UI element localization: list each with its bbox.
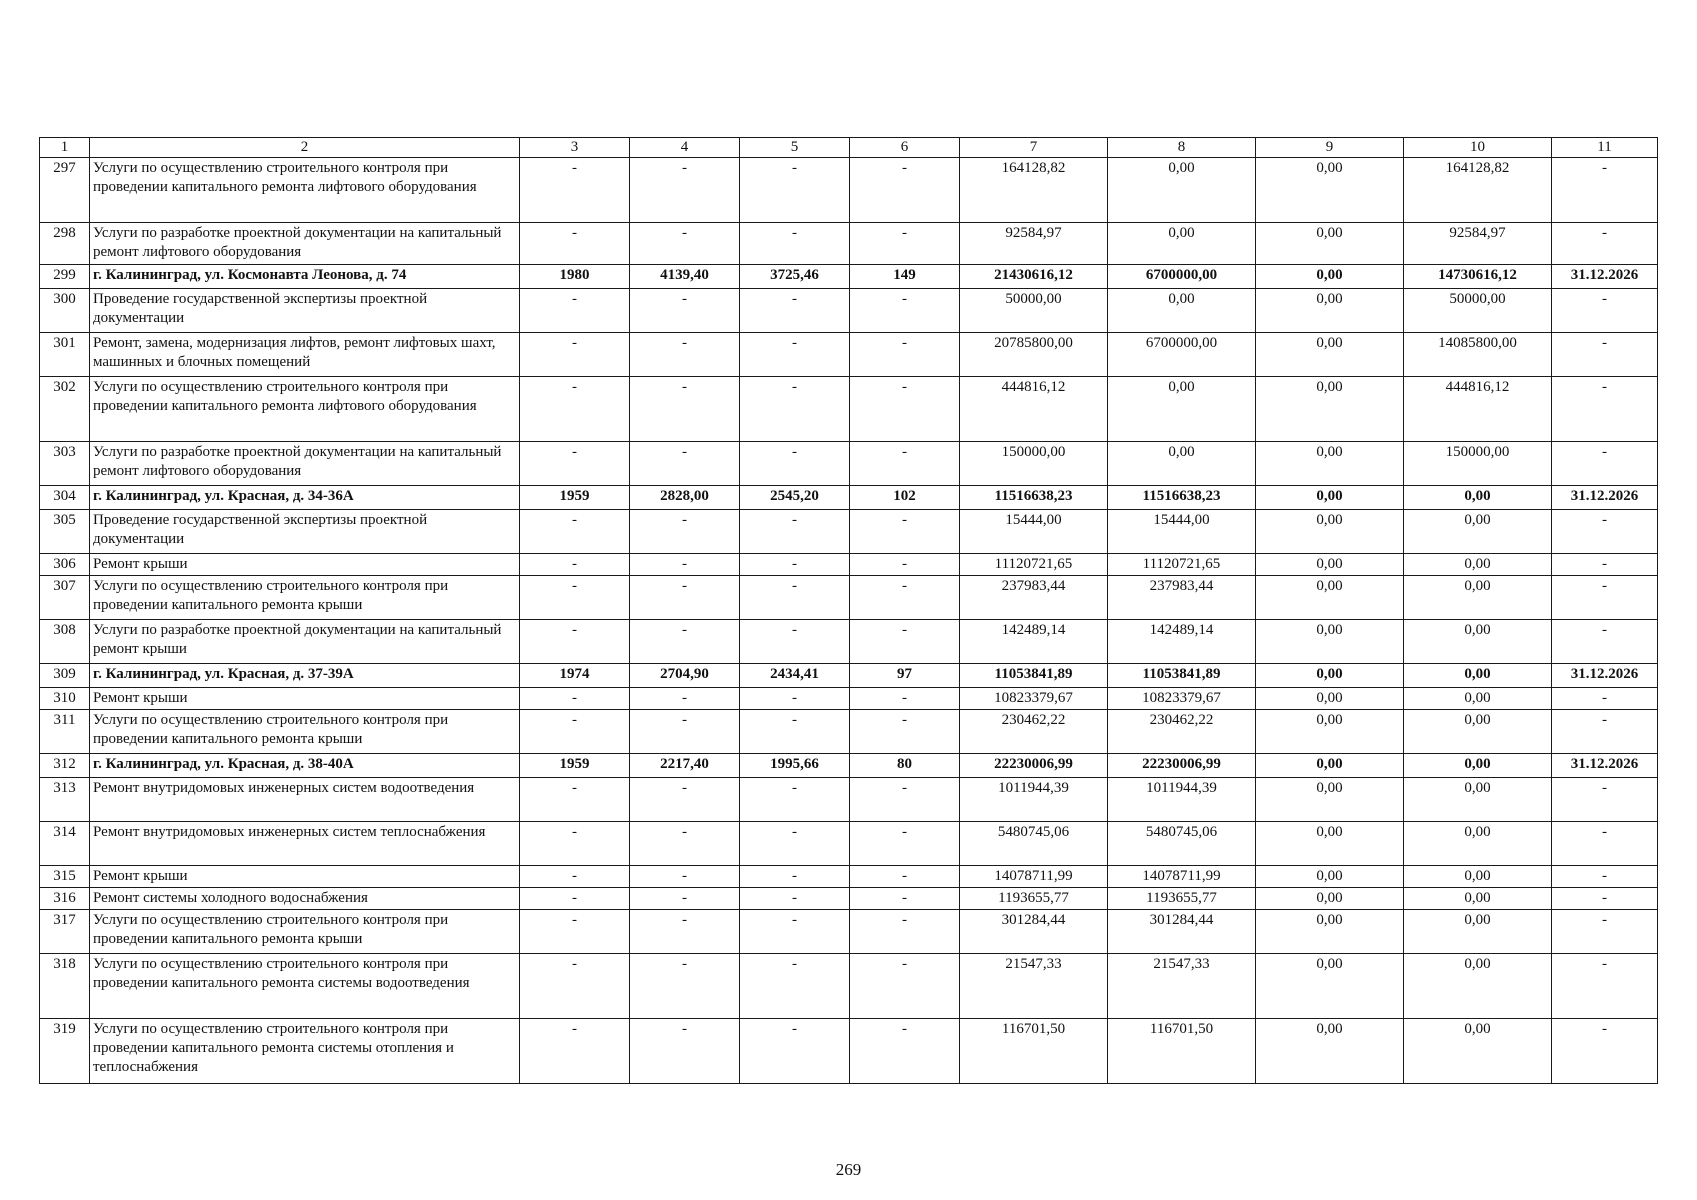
row-number: 300 <box>40 289 90 333</box>
completion-date: 31.12.2026 <box>1552 486 1658 510</box>
address-row <box>40 265 1658 289</box>
build-year: 1959 <box>520 754 630 778</box>
living-area: - <box>740 333 850 377</box>
completion-date: 31.12.2026 <box>1552 754 1658 778</box>
living-area: 1995,66 <box>740 754 850 778</box>
work-name: Ремонт внутридомовых инженерных систем водоотведения <box>90 778 520 822</box>
work-name: г. Калининград, ул. Красная, д. 37-39А <box>90 664 520 688</box>
total-cost: 116701,50 <box>960 1019 1108 1084</box>
cost-col-9: 0,00 <box>1256 265 1404 289</box>
residents-count: - <box>850 576 960 620</box>
cost-col-9: 0,00 <box>1256 377 1404 442</box>
living-area: - <box>740 688 850 710</box>
column-number-row <box>40 138 1658 158</box>
cost-col-9: 0,00 <box>1256 954 1404 1019</box>
total-cost: 22230006,99 <box>960 754 1108 778</box>
total-cost: 92584,97 <box>960 223 1108 265</box>
row-number: 307 <box>40 576 90 620</box>
completion-date: - <box>1552 822 1658 866</box>
work-name: Услуги по разработке проектной документации на капитальный ремонт лифтового оборудования <box>90 223 520 265</box>
cost-col-10: 150000,00 <box>1404 442 1552 486</box>
total-area: - <box>630 576 740 620</box>
cost-col-10: 0,00 <box>1404 664 1552 688</box>
cost-col-9: 0,00 <box>1256 710 1404 754</box>
total-cost: 10823379,67 <box>960 688 1108 710</box>
cost-col-9: 0,00 <box>1256 486 1404 510</box>
row-number: 319 <box>40 1019 90 1084</box>
residents-count: 80 <box>850 754 960 778</box>
living-area: 2434,41 <box>740 664 850 688</box>
completion-date: - <box>1552 620 1658 664</box>
residents-count: - <box>850 688 960 710</box>
total-cost: 142489,14 <box>960 620 1108 664</box>
column-header: 8 <box>1108 138 1256 158</box>
cost-col-8: 11516638,23 <box>1108 486 1256 510</box>
cost-col-10: 0,00 <box>1404 710 1552 754</box>
cost-col-9: 0,00 <box>1256 888 1404 910</box>
row-number: 315 <box>40 866 90 888</box>
row-number: 318 <box>40 954 90 1019</box>
build-year: - <box>520 377 630 442</box>
cost-col-8: 21547,33 <box>1108 954 1256 1019</box>
work-name: Ремонт внутридомовых инженерных систем теплоснабжения <box>90 822 520 866</box>
work-name: Услуги по разработке проектной документации на капитальный ремонт крыши <box>90 620 520 664</box>
total-cost: 21430616,12 <box>960 265 1108 289</box>
residents-count: - <box>850 442 960 486</box>
living-area: - <box>740 510 850 554</box>
work-row <box>40 510 1658 554</box>
column-header: 10 <box>1404 138 1552 158</box>
total-area: - <box>630 289 740 333</box>
completion-date: - <box>1552 554 1658 576</box>
completion-date: - <box>1552 866 1658 888</box>
living-area: - <box>740 223 850 265</box>
residents-count: - <box>850 289 960 333</box>
work-name: Услуги по осуществлению строительного контроля при проведении капитального ремонта системы отопления и теплоснабжения <box>90 1019 520 1084</box>
cost-col-9: 0,00 <box>1256 866 1404 888</box>
cost-col-10: 0,00 <box>1404 1019 1552 1084</box>
living-area: - <box>740 377 850 442</box>
completion-date: - <box>1552 778 1658 822</box>
work-name: Ремонт системы холодного водоснабжения <box>90 888 520 910</box>
build-year: - <box>520 710 630 754</box>
work-row <box>40 688 1658 710</box>
total-area: - <box>630 1019 740 1084</box>
total-cost: 11120721,65 <box>960 554 1108 576</box>
residents-count: - <box>850 910 960 954</box>
residents-count: - <box>850 778 960 822</box>
completion-date: - <box>1552 442 1658 486</box>
residents-count: - <box>850 866 960 888</box>
cost-col-8: 11120721,65 <box>1108 554 1256 576</box>
cost-col-9: 0,00 <box>1256 576 1404 620</box>
total-area: - <box>630 377 740 442</box>
address-row <box>40 486 1658 510</box>
completion-date: - <box>1552 954 1658 1019</box>
living-area: - <box>740 822 850 866</box>
living-area: - <box>740 910 850 954</box>
column-header: 11 <box>1552 138 1658 158</box>
completion-date: - <box>1552 688 1658 710</box>
total-area: - <box>630 620 740 664</box>
cost-col-10: 50000,00 <box>1404 289 1552 333</box>
row-number: 314 <box>40 822 90 866</box>
work-schedule-table <box>39 137 1658 1084</box>
work-name: г. Калининград, ул. Космонавта Леонова, д. 74 <box>90 265 520 289</box>
cost-col-9: 0,00 <box>1256 688 1404 710</box>
completion-date: - <box>1552 510 1658 554</box>
total-area: - <box>630 554 740 576</box>
cost-col-8: 5480745,06 <box>1108 822 1256 866</box>
completion-date: - <box>1552 223 1658 265</box>
residents-count: 149 <box>850 265 960 289</box>
row-number: 310 <box>40 688 90 710</box>
residents-count: - <box>850 620 960 664</box>
build-year: - <box>520 289 630 333</box>
cost-col-9: 0,00 <box>1256 754 1404 778</box>
residents-count: - <box>850 710 960 754</box>
living-area: - <box>740 954 850 1019</box>
build-year: - <box>520 688 630 710</box>
total-cost: 301284,44 <box>960 910 1108 954</box>
cost-col-8: 1011944,39 <box>1108 778 1256 822</box>
living-area: - <box>740 1019 850 1084</box>
total-area: 2217,40 <box>630 754 740 778</box>
work-name: г. Калининград, ул. Красная, д. 38-40А <box>90 754 520 778</box>
total-cost: 20785800,00 <box>960 333 1108 377</box>
residents-count: - <box>850 510 960 554</box>
living-area: - <box>740 289 850 333</box>
total-cost: 11053841,89 <box>960 664 1108 688</box>
cost-col-8: 301284,44 <box>1108 910 1256 954</box>
living-area: - <box>740 442 850 486</box>
total-area: - <box>630 333 740 377</box>
living-area: - <box>740 576 850 620</box>
work-name: Услуги по разработке проектной документации на капитальный ремонт лифтового оборудования <box>90 442 520 486</box>
total-cost: 150000,00 <box>960 442 1108 486</box>
total-area: - <box>630 688 740 710</box>
cost-col-8: 237983,44 <box>1108 576 1256 620</box>
cost-col-10: 0,00 <box>1404 576 1552 620</box>
completion-date: - <box>1552 576 1658 620</box>
cost-col-9: 0,00 <box>1256 333 1404 377</box>
row-number: 309 <box>40 664 90 688</box>
completion-date: - <box>1552 710 1658 754</box>
cost-col-9: 0,00 <box>1256 289 1404 333</box>
cost-col-10: 0,00 <box>1404 510 1552 554</box>
cost-col-8: 10823379,67 <box>1108 688 1256 710</box>
total-area: - <box>630 158 740 223</box>
row-number: 304 <box>40 486 90 510</box>
living-area: - <box>740 778 850 822</box>
total-area: 4139,40 <box>630 265 740 289</box>
build-year: - <box>520 1019 630 1084</box>
cost-col-8: 15444,00 <box>1108 510 1256 554</box>
cost-col-9: 0,00 <box>1256 1019 1404 1084</box>
work-row <box>40 289 1658 333</box>
build-year: - <box>520 158 630 223</box>
work-name: Проведение государственной экспертизы проектной документации <box>90 289 520 333</box>
total-area: - <box>630 954 740 1019</box>
total-cost: 15444,00 <box>960 510 1108 554</box>
residents-count: - <box>850 223 960 265</box>
cost-col-9: 0,00 <box>1256 910 1404 954</box>
cost-col-8: 22230006,99 <box>1108 754 1256 778</box>
residents-count: - <box>850 333 960 377</box>
work-row <box>40 158 1658 223</box>
cost-col-10: 0,00 <box>1404 486 1552 510</box>
cost-col-9: 0,00 <box>1256 778 1404 822</box>
living-area: - <box>740 158 850 223</box>
cost-col-9: 0,00 <box>1256 822 1404 866</box>
residents-count: - <box>850 822 960 866</box>
total-cost: 14078711,99 <box>960 866 1108 888</box>
living-area: - <box>740 888 850 910</box>
cost-col-8: 14078711,99 <box>1108 866 1256 888</box>
build-year: - <box>520 554 630 576</box>
total-area: 2704,90 <box>630 664 740 688</box>
row-number: 316 <box>40 888 90 910</box>
build-year: - <box>520 954 630 1019</box>
completion-date: - <box>1552 158 1658 223</box>
total-area: - <box>630 822 740 866</box>
total-area: - <box>630 442 740 486</box>
cost-col-8: 0,00 <box>1108 377 1256 442</box>
cost-col-10: 0,00 <box>1404 688 1552 710</box>
work-row <box>40 866 1658 888</box>
row-number: 317 <box>40 910 90 954</box>
residents-count: - <box>850 377 960 442</box>
cost-col-10: 0,00 <box>1404 754 1552 778</box>
work-name: Услуги по осуществлению строительного контроля при проведении капитального ремонта крыши <box>90 910 520 954</box>
total-area: - <box>630 888 740 910</box>
total-area: 2828,00 <box>630 486 740 510</box>
work-name: Услуги по осуществлению строительного контроля при проведении капитального ремонта крыши <box>90 576 520 620</box>
total-cost: 237983,44 <box>960 576 1108 620</box>
cost-col-10: 0,00 <box>1404 778 1552 822</box>
total-area: - <box>630 866 740 888</box>
build-year: - <box>520 888 630 910</box>
row-number: 306 <box>40 554 90 576</box>
residents-count: 102 <box>850 486 960 510</box>
cost-col-10: 0,00 <box>1404 554 1552 576</box>
living-area: - <box>740 710 850 754</box>
work-row <box>40 910 1658 954</box>
cost-col-10: 0,00 <box>1404 954 1552 1019</box>
completion-date: - <box>1552 1019 1658 1084</box>
cost-col-9: 0,00 <box>1256 442 1404 486</box>
total-cost: 444816,12 <box>960 377 1108 442</box>
cost-col-8: 6700000,00 <box>1108 333 1256 377</box>
work-row <box>40 223 1658 265</box>
total-cost: 1193655,77 <box>960 888 1108 910</box>
living-area: - <box>740 866 850 888</box>
cost-col-8: 142489,14 <box>1108 620 1256 664</box>
living-area: 3725,46 <box>740 265 850 289</box>
cost-col-10: 164128,82 <box>1404 158 1552 223</box>
cost-col-9: 0,00 <box>1256 158 1404 223</box>
work-name: Услуги по осуществлению строительного контроля при проведении капитального ремонта крыши <box>90 710 520 754</box>
completion-date: - <box>1552 377 1658 442</box>
cost-col-10: 0,00 <box>1404 888 1552 910</box>
row-number: 299 <box>40 265 90 289</box>
completion-date: - <box>1552 888 1658 910</box>
cost-col-10: 0,00 <box>1404 910 1552 954</box>
column-header: 2 <box>90 138 520 158</box>
total-cost: 164128,82 <box>960 158 1108 223</box>
cost-col-8: 0,00 <box>1108 442 1256 486</box>
row-number: 298 <box>40 223 90 265</box>
total-cost: 230462,22 <box>960 710 1108 754</box>
cost-col-10: 92584,97 <box>1404 223 1552 265</box>
build-year: 1959 <box>520 486 630 510</box>
cost-col-9: 0,00 <box>1256 620 1404 664</box>
work-row <box>40 822 1658 866</box>
column-header: 1 <box>40 138 90 158</box>
cost-col-10: 0,00 <box>1404 620 1552 664</box>
work-row <box>40 954 1658 1019</box>
completion-date: 31.12.2026 <box>1552 265 1658 289</box>
completion-date: - <box>1552 333 1658 377</box>
build-year: 1980 <box>520 265 630 289</box>
row-number: 302 <box>40 377 90 442</box>
work-row <box>40 333 1658 377</box>
completion-date: - <box>1552 910 1658 954</box>
work-row <box>40 576 1658 620</box>
row-number: 311 <box>40 710 90 754</box>
living-area: 2545,20 <box>740 486 850 510</box>
residents-count: - <box>850 158 960 223</box>
work-name: Проведение государственной экспертизы проектной документации <box>90 510 520 554</box>
cost-col-8: 230462,22 <box>1108 710 1256 754</box>
total-cost: 5480745,06 <box>960 822 1108 866</box>
build-year: - <box>520 910 630 954</box>
cost-col-9: 0,00 <box>1256 510 1404 554</box>
residents-count: - <box>850 554 960 576</box>
work-name: г. Калининград, ул. Красная, д. 34-36А <box>90 486 520 510</box>
total-cost: 50000,00 <box>960 289 1108 333</box>
cost-col-8: 1193655,77 <box>1108 888 1256 910</box>
work-row <box>40 377 1658 442</box>
cost-col-8: 116701,50 <box>1108 1019 1256 1084</box>
build-year: - <box>520 333 630 377</box>
residents-count: 97 <box>850 664 960 688</box>
cost-col-8: 0,00 <box>1108 223 1256 265</box>
cost-col-9: 0,00 <box>1256 554 1404 576</box>
column-header: 3 <box>520 138 630 158</box>
total-cost: 21547,33 <box>960 954 1108 1019</box>
total-cost: 1011944,39 <box>960 778 1108 822</box>
residents-count: - <box>850 954 960 1019</box>
build-year: - <box>520 223 630 265</box>
row-number: 308 <box>40 620 90 664</box>
work-row <box>40 710 1658 754</box>
work-row <box>40 620 1658 664</box>
address-row <box>40 754 1658 778</box>
cost-col-10: 14085800,00 <box>1404 333 1552 377</box>
row-number: 303 <box>40 442 90 486</box>
total-area: - <box>630 510 740 554</box>
row-number: 312 <box>40 754 90 778</box>
total-area: - <box>630 910 740 954</box>
total-area: - <box>630 223 740 265</box>
work-name: Услуги по осуществлению строительного контроля при проведении капитального ремонта системы водоотведения <box>90 954 520 1019</box>
total-cost: 11516638,23 <box>960 486 1108 510</box>
living-area: - <box>740 620 850 664</box>
row-number: 297 <box>40 158 90 223</box>
residents-count: - <box>850 1019 960 1084</box>
page-number: 269 <box>835 1160 862 1179</box>
cost-col-9: 0,00 <box>1256 223 1404 265</box>
work-row <box>40 778 1658 822</box>
build-year: - <box>520 442 630 486</box>
row-number: 313 <box>40 778 90 822</box>
build-year: - <box>520 778 630 822</box>
completion-date: 31.12.2026 <box>1552 664 1658 688</box>
cost-col-9: 0,00 <box>1256 664 1404 688</box>
work-row <box>40 1019 1658 1084</box>
cost-col-10: 14730616,12 <box>1404 265 1552 289</box>
build-year: - <box>520 866 630 888</box>
total-area: - <box>630 778 740 822</box>
address-row <box>40 664 1658 688</box>
build-year: 1974 <box>520 664 630 688</box>
column-header: 4 <box>630 138 740 158</box>
column-header: 5 <box>740 138 850 158</box>
build-year: - <box>520 822 630 866</box>
row-number: 305 <box>40 510 90 554</box>
cost-col-8: 6700000,00 <box>1108 265 1256 289</box>
total-area: - <box>630 710 740 754</box>
cost-col-10: 0,00 <box>1404 866 1552 888</box>
work-row <box>40 442 1658 486</box>
build-year: - <box>520 510 630 554</box>
column-header: 9 <box>1256 138 1404 158</box>
row-number: 301 <box>40 333 90 377</box>
build-year: - <box>520 576 630 620</box>
work-name: Услуги по осуществлению строительного контроля при проведении капитального ремонта лифтового оборудования <box>90 377 520 442</box>
work-name: Услуги по осуществлению строительного контроля при проведении капитального ремонта лифтового оборудования <box>90 158 520 223</box>
cost-col-10: 0,00 <box>1404 822 1552 866</box>
residents-count: - <box>850 888 960 910</box>
work-name: Ремонт крыши <box>90 554 520 576</box>
work-row <box>40 888 1658 910</box>
living-area: - <box>740 554 850 576</box>
work-name: Ремонт крыши <box>90 688 520 710</box>
work-name: Ремонт крыши <box>90 866 520 888</box>
cost-col-8: 0,00 <box>1108 289 1256 333</box>
work-name: Ремонт, замена, модернизация лифтов, ремонт лифтовых шахт, машинных и блочных помещений <box>90 333 520 377</box>
work-row <box>40 554 1658 576</box>
column-header: 6 <box>850 138 960 158</box>
column-header: 7 <box>960 138 1108 158</box>
cost-col-8: 11053841,89 <box>1108 664 1256 688</box>
build-year: - <box>520 620 630 664</box>
cost-col-10: 444816,12 <box>1404 377 1552 442</box>
cost-col-8: 0,00 <box>1108 158 1256 223</box>
completion-date: - <box>1552 289 1658 333</box>
